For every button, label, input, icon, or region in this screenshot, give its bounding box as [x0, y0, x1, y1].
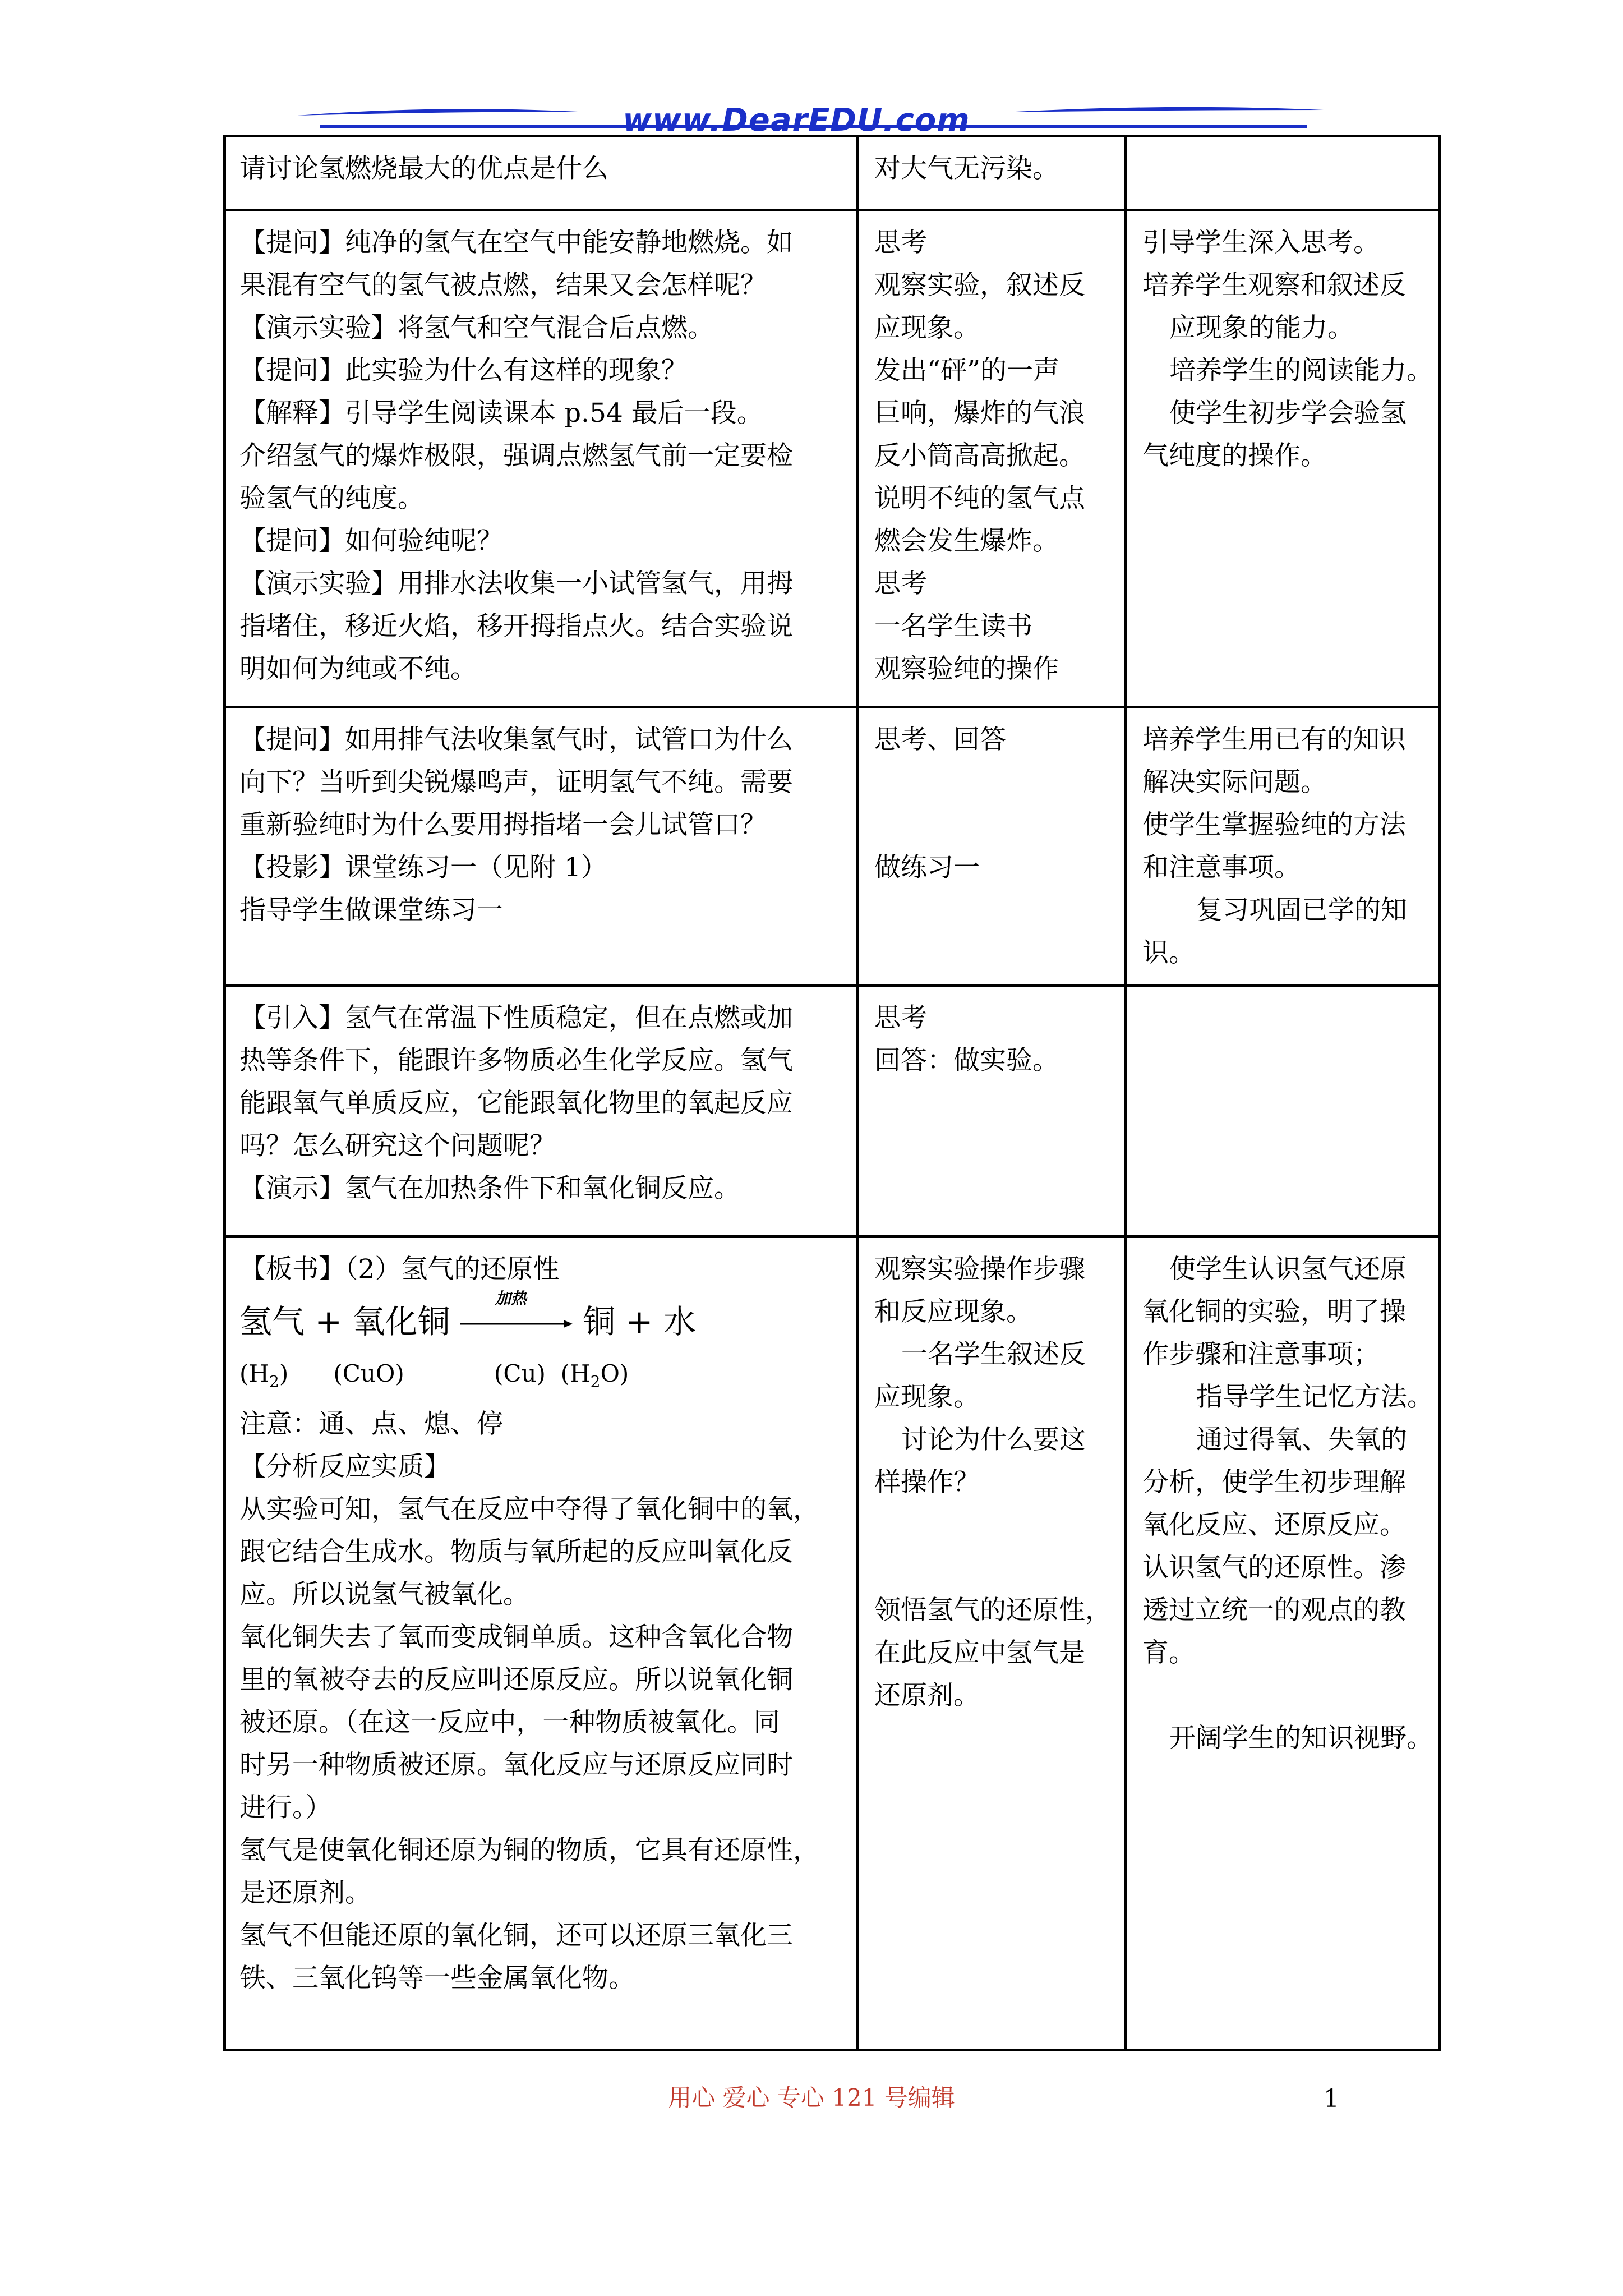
text-line: 能跟氧气单质反应，它能跟氧化物里的氧起反应 — [239, 1088, 793, 1119]
table-row — [225, 1237, 1440, 2050]
text-line: 介绍氢气的爆炸极限，强调点燃氢气前一定要检 — [239, 440, 793, 471]
lesson-plan-table — [223, 135, 1441, 2051]
text-line: 明如何为纯或不纯。 — [239, 654, 477, 684]
text-line: 【引入】氢气在常温下性质稳定，但在点燃或加 — [239, 1002, 793, 1033]
text-line: 认识氢气的还原性。渗 — [1142, 1552, 1406, 1583]
text-line: 思考、回答 — [874, 724, 1006, 755]
text-line: 【分析反应实质】 — [239, 1451, 450, 1483]
text-line: 育。 — [1142, 1637, 1195, 1668]
text-line: 热等条件下，能跟许多物质必生化学反应。氢气 — [239, 1045, 793, 1076]
table-row — [225, 986, 1440, 1237]
text-line: 【提问】如用排气法收集氢气时，试管口为什么 — [239, 724, 793, 755]
text-line: 【投影】课堂练习一（见附 1） — [239, 852, 607, 883]
text-line: 和反应现象。 — [874, 1296, 1032, 1327]
design-purpose-cell — [1126, 707, 1440, 986]
text-line: 解决实际问题。 — [1142, 767, 1327, 798]
text-line: 培养学生观察和叙述反 — [1142, 270, 1406, 301]
text-line: 引导学生深入思考。 — [1142, 227, 1380, 258]
text-line: 请讨论氢燃烧最大的优点是什么 — [239, 153, 608, 184]
text-line: 发出“砰”的一声 — [874, 355, 1060, 386]
text-line: 应现象。 — [874, 312, 980, 343]
teacher-activity-cell — [225, 136, 857, 210]
text-line: 验氢气的纯度。 — [239, 483, 424, 514]
text-line — [874, 761, 1110, 804]
text-line: 识。 — [1142, 937, 1195, 968]
text-line: 是还原剂。 — [239, 1878, 371, 1909]
design-purpose-cell — [1126, 1237, 1440, 2050]
site-logo-text: www.DearEDU.com — [623, 102, 970, 139]
chemical-formulas: $(H_2)$ (CuO) (Cu) $(H_2O)$ — [239, 1360, 629, 1391]
text-line: 思考 — [874, 227, 927, 258]
text-line — [1142, 1674, 1424, 1717]
design-purpose-cell — [1126, 986, 1440, 1237]
student-activity-cell — [857, 1237, 1126, 2050]
page-footer: 用心 爱心 专心 121 号编辑 — [668, 2084, 955, 2111]
text-line: 说明不纯的氢气点 — [874, 483, 1085, 514]
text-line: 进行。） — [239, 1792, 332, 1824]
text-line: 观察验纯的操作 — [874, 654, 1059, 684]
text-line: 【提问】如何验纯呢？ — [239, 526, 503, 556]
table-row — [225, 210, 1440, 707]
text-line: 【演示实验】用排水法收集一小试管氢气，用拇 — [239, 568, 793, 599]
text-line: 复习巩固已学的知 — [1196, 895, 1407, 926]
reaction-condition: 加热 — [495, 1289, 527, 1308]
text-line: 在此反应中氢气是 — [874, 1637, 1085, 1668]
text-line: 跟它结合生成水。物质与氧所起的反应叫氧化反 — [239, 1536, 793, 1568]
text-line: 气纯度的操作。 — [1142, 440, 1327, 471]
text-line: 里的氧被夺去的反应叫还原反应。所以说氧化铜 — [239, 1664, 793, 1696]
text-line: 使学生掌握验纯的方法 — [1142, 809, 1406, 840]
text-line: 样操作？ — [874, 1467, 980, 1498]
text-line: 吗？怎么研究这个问题呢？ — [239, 1130, 556, 1161]
board-heading: 【板书】（2）氢气的还原性 — [239, 1254, 560, 1285]
student-activity-cell — [857, 707, 1126, 986]
text-line: 【提问】此实验为什么有这样的现象？ — [239, 355, 688, 386]
text-line: 时另一种物质被还原。氧化反应与还原反应同时 — [239, 1750, 793, 1781]
text-line — [874, 1504, 1110, 1547]
design-purpose-cell — [1126, 210, 1440, 707]
text-line — [874, 1547, 1110, 1589]
table-row — [225, 707, 1440, 986]
text-line: 一名学生读书 — [874, 611, 1032, 642]
text-line: 氧化铜的实验，明了操 — [1142, 1296, 1406, 1327]
text-line: 和注意事项。 — [1142, 852, 1301, 883]
design-purpose-cell — [1126, 136, 1440, 210]
text-line: 反小筒高高掀起。 — [874, 440, 1085, 471]
text-line: 氢气是使氧化铜还原为铜的物质，它具有还原性， — [239, 1835, 819, 1866]
teacher-activity-cell — [225, 210, 857, 707]
text-line: 氧化铜失去了氧而变成铜单质。这种含氧化合物 — [239, 1622, 793, 1653]
teacher-activity-cell — [225, 707, 857, 986]
text-line: 果混有空气的氢气被点燃，结果又会怎样呢？ — [239, 270, 767, 301]
text-line: 注意：通、点、熄、停 — [239, 1409, 503, 1440]
text-line: 应现象。 — [874, 1382, 980, 1412]
text-line: 开阔学生的知识视野。 — [1169, 1723, 1433, 1754]
table-row — [225, 136, 1440, 210]
text-line: 观察实验，叙述反 — [874, 270, 1085, 301]
text-line: 回答：做实验。 — [874, 1045, 1059, 1076]
reaction-arrow — [460, 1289, 573, 1335]
reaction-equation — [239, 1291, 842, 1352]
student-activity-cell — [857, 136, 1126, 210]
text-line: 重新验纯时为什么要用拇指堵一会儿试管口？ — [239, 809, 767, 840]
text-line: 指导学生记忆方法。 — [1196, 1382, 1433, 1412]
text-line — [874, 804, 1110, 846]
equation-products: 铜 + 水 — [583, 1303, 696, 1341]
text-line: 【演示实验】将氢气和空气混合后点燃。 — [239, 312, 714, 343]
text-line: 【解释】引导学生阅读课本 p.54 最后一段。 — [239, 398, 763, 429]
equation-reactants: 氢气 + 氧化铜 — [239, 1303, 450, 1341]
text-line: 应。所以说氢气被氧化。 — [239, 1579, 529, 1611]
text-line: 氧化反应、还原反应。 — [1142, 1510, 1406, 1540]
text-line: 透过立统一的观点的教 — [1142, 1595, 1406, 1626]
student-activity-cell — [857, 986, 1126, 1237]
text-line: 领悟氢气的还原性， — [874, 1595, 1112, 1626]
text-line: 思考 — [874, 568, 927, 599]
teacher-activity-cell — [225, 986, 857, 1237]
banner-swoosh-right — [1004, 107, 1324, 112]
banner-swoosh-left — [297, 109, 589, 116]
text-line: 思考 — [874, 1002, 927, 1033]
text-line: 还原剂。 — [874, 1680, 980, 1711]
text-line: 【演示】氢气在加热条件下和氧化铜反应。 — [239, 1173, 740, 1204]
text-line: 讨论为什么要这 — [901, 1424, 1086, 1455]
text-line: 指堵住，移近火焰，移开拇指点火。结合实验说 — [239, 611, 793, 642]
text-line: 一名学生叙述反 — [901, 1339, 1086, 1370]
text-line: 燃会发生爆炸。 — [874, 526, 1059, 556]
text-line: 应现象的能力。 — [1169, 312, 1354, 343]
text-line: 通过得氧、失氧的 — [1196, 1424, 1407, 1455]
text-line: 作步骤和注意事项； — [1142, 1339, 1380, 1370]
text-line: 【提问】纯净的氢气在空气中能安静地燃烧。如 — [239, 227, 793, 258]
text-line: 分析，使学生初步理解 — [1142, 1467, 1406, 1498]
text-line: 使学生认识氢气还原 — [1169, 1254, 1407, 1285]
page-number: 1 — [1324, 2085, 1339, 2113]
text-line: 观察实验操作步骤 — [874, 1254, 1085, 1285]
text-line: 氢气不但能还原的氧化铜，还可以还原三氧化三 — [239, 1920, 793, 1952]
text-line: 铁、三氧化钨等一些金属氧化物。 — [239, 1963, 635, 1994]
text-line: 培养学生的阅读能力。 — [1169, 355, 1433, 386]
teacher-activity-cell — [225, 1237, 857, 2050]
text-line: 被还原。（在这一反应中，一种物质被氧化。同 — [239, 1707, 780, 1738]
text-line: 指导学生做课堂练习一 — [239, 895, 503, 926]
text-line: 对大气无污染。 — [874, 153, 1059, 184]
text-line: 做练习一 — [874, 852, 980, 883]
text-line: 培养学生用已有的知识 — [1142, 724, 1406, 755]
student-activity-cell — [857, 210, 1126, 707]
text-line: 巨响，爆炸的气浪 — [874, 398, 1085, 429]
text-line: 使学生初步学会验氢 — [1169, 398, 1407, 429]
text-line: 从实验可知，氢气在反应中夺得了氧化铜中的氧， — [239, 1494, 819, 1525]
text-line: 向下？当听到尖锐爆鸣声，证明氢气不纯。需要 — [239, 767, 793, 798]
